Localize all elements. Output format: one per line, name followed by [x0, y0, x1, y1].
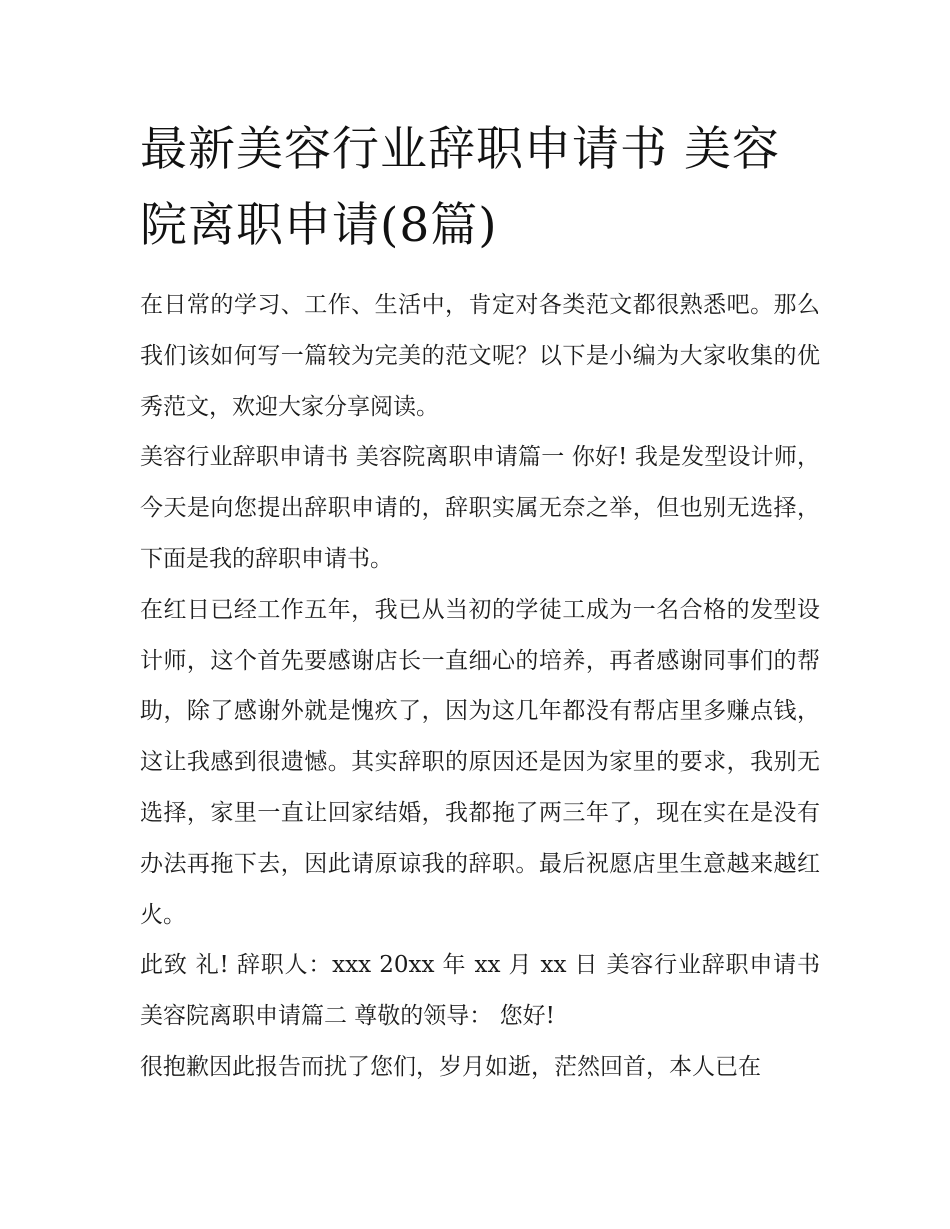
paragraph-letter-two-body: 很抱歉因此报告而扰了您们，岁月如逝，茫然回首，本人已在	[140, 1053, 761, 1080]
paragraph-letter-one-body: 在红日已经工作五年，我已从当初的学徒工成为一名合格的发型设计师，这个首先要感谢店长一直细心的培养，再者感谢同事们的帮助，除了感谢外就是愧疚了，因为这几年都没有帮店里多赚点钱，这让我感到很遗憾。其实辞职的原因还是因为家里的要求，我别无选择，家里一直让回家结婚，我都拖了两三年了，现在实在是没有办法再拖下去，因此请原谅我的辞职。最后祝愿店里生意越来越红火。	[140, 596, 820, 928]
paragraph-closing-and-letter-two-heading: 此致 礼! 辞职人：xxx 20xx 年 xx 月 xx 日 美容行业辞职申请书 美容院离职申请篇二 尊敬的领导： 您好!	[140, 952, 820, 1030]
paragraph-letter-one-opening: 美容行业辞职申请书 美容院离职申请篇一 你好! 我是发型设计师，今天是向您提出辞职申请的，辞职实属无奈之举，但也别无选择，下面是我的辞职申请书。	[140, 444, 820, 572]
document-title: 最新美容行业辞职申请书 美容院离职申请(8篇)	[140, 122, 780, 253]
document-body	[140, 280, 820, 1093]
paragraph-intro: 在日常的学习、工作、生活中，肯定对各类范文都很熟悉吧。那么我们该如何写一篇较为完美的范文呢？以下是小编为大家收集的优秀范文，欢迎大家分享阅读。	[140, 292, 820, 420]
